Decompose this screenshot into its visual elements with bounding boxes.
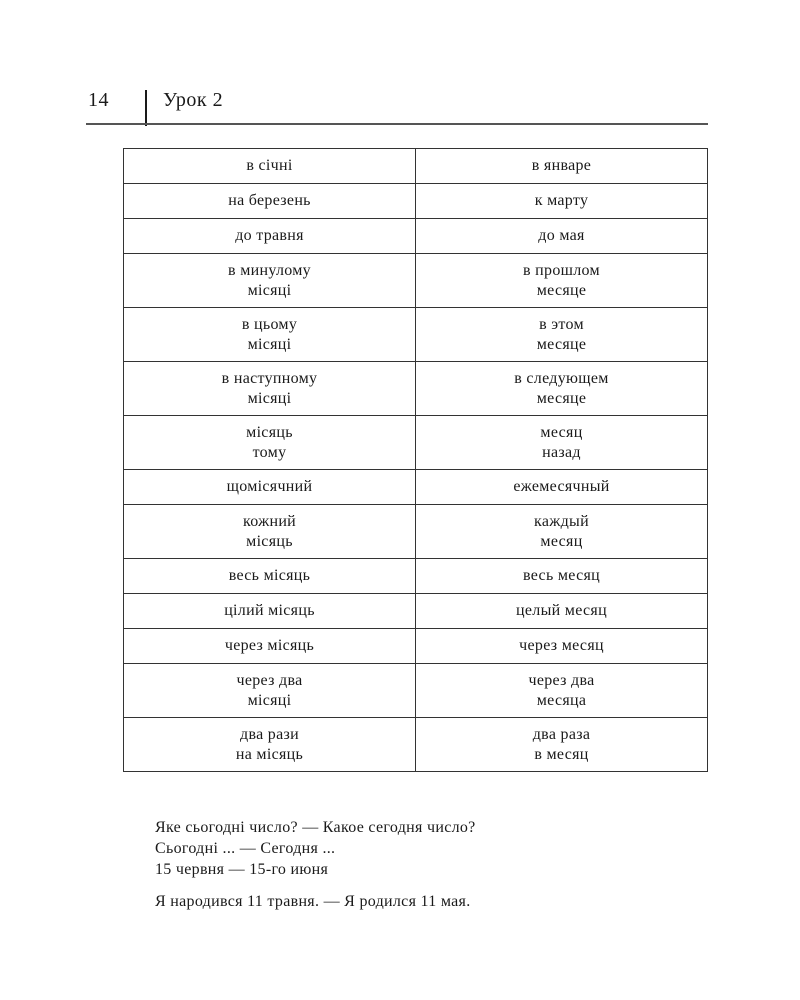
header-divider xyxy=(145,90,147,126)
table-row xyxy=(124,505,708,559)
russian-cell: весь месяц xyxy=(416,559,708,594)
example-sentences xyxy=(155,817,476,912)
ukrainian-cell: весь місяць xyxy=(124,559,416,594)
table-row xyxy=(124,718,708,772)
russian-cell: в прошлом месяце xyxy=(416,254,708,308)
ukrainian-cell: в наступному місяці xyxy=(124,362,416,416)
example-line: 15 червня — 15-го июня xyxy=(155,861,329,878)
table-row xyxy=(124,254,708,308)
table-row xyxy=(124,559,708,594)
ukrainian-cell: щомісячний xyxy=(124,470,416,505)
ukrainian-cell: в січні xyxy=(124,149,416,184)
russian-cell: к марту xyxy=(416,184,708,219)
russian-cell: месяц назад xyxy=(416,416,708,470)
ukrainian-cell: цілий місяць xyxy=(124,594,416,629)
ukrainian-cell: кожний місяць xyxy=(124,505,416,559)
vocabulary-table xyxy=(123,148,708,772)
table-row xyxy=(124,149,708,184)
russian-cell: в январе xyxy=(416,149,708,184)
lesson-title: Урок 2 xyxy=(163,89,224,111)
russian-cell: до мая xyxy=(416,219,708,254)
table-row xyxy=(124,470,708,505)
table-row xyxy=(124,416,708,470)
example-line: Я народився 11 травня. — Я родился 11 мая. xyxy=(155,893,471,910)
table-row xyxy=(124,219,708,254)
ukrainian-cell: на березень xyxy=(124,184,416,219)
russian-cell: в этом месяце xyxy=(416,308,708,362)
example-line: Сьогодні ... — Сегодня ... xyxy=(155,840,336,857)
ukrainian-cell: через місяць xyxy=(124,629,416,664)
table-row xyxy=(124,184,708,219)
table-row xyxy=(124,629,708,664)
ukrainian-cell: через два місяці xyxy=(124,664,416,718)
ukrainian-cell: в минулому місяці xyxy=(124,254,416,308)
table-row xyxy=(124,664,708,718)
russian-cell: в следующем месяце xyxy=(416,362,708,416)
header-rule xyxy=(86,123,708,125)
example-line: Яке сьогодні число? — Какое сегодня число? xyxy=(155,819,476,836)
ukrainian-cell: два рази на місяць xyxy=(124,718,416,772)
russian-cell: два раза в месяц xyxy=(416,718,708,772)
russian-cell: через два месяца xyxy=(416,664,708,718)
ukrainian-cell: місяць тому xyxy=(124,416,416,470)
russian-cell: ежемесячный xyxy=(416,470,708,505)
table-row xyxy=(124,308,708,362)
table-row xyxy=(124,362,708,416)
ukrainian-cell: в цьому місяці xyxy=(124,308,416,362)
ukrainian-cell: до травня xyxy=(124,219,416,254)
page-number: 14 xyxy=(88,89,109,111)
russian-cell: каждый месяц xyxy=(416,505,708,559)
russian-cell: через месяц xyxy=(416,629,708,664)
russian-cell: целый месяц xyxy=(416,594,708,629)
table-row xyxy=(124,594,708,629)
